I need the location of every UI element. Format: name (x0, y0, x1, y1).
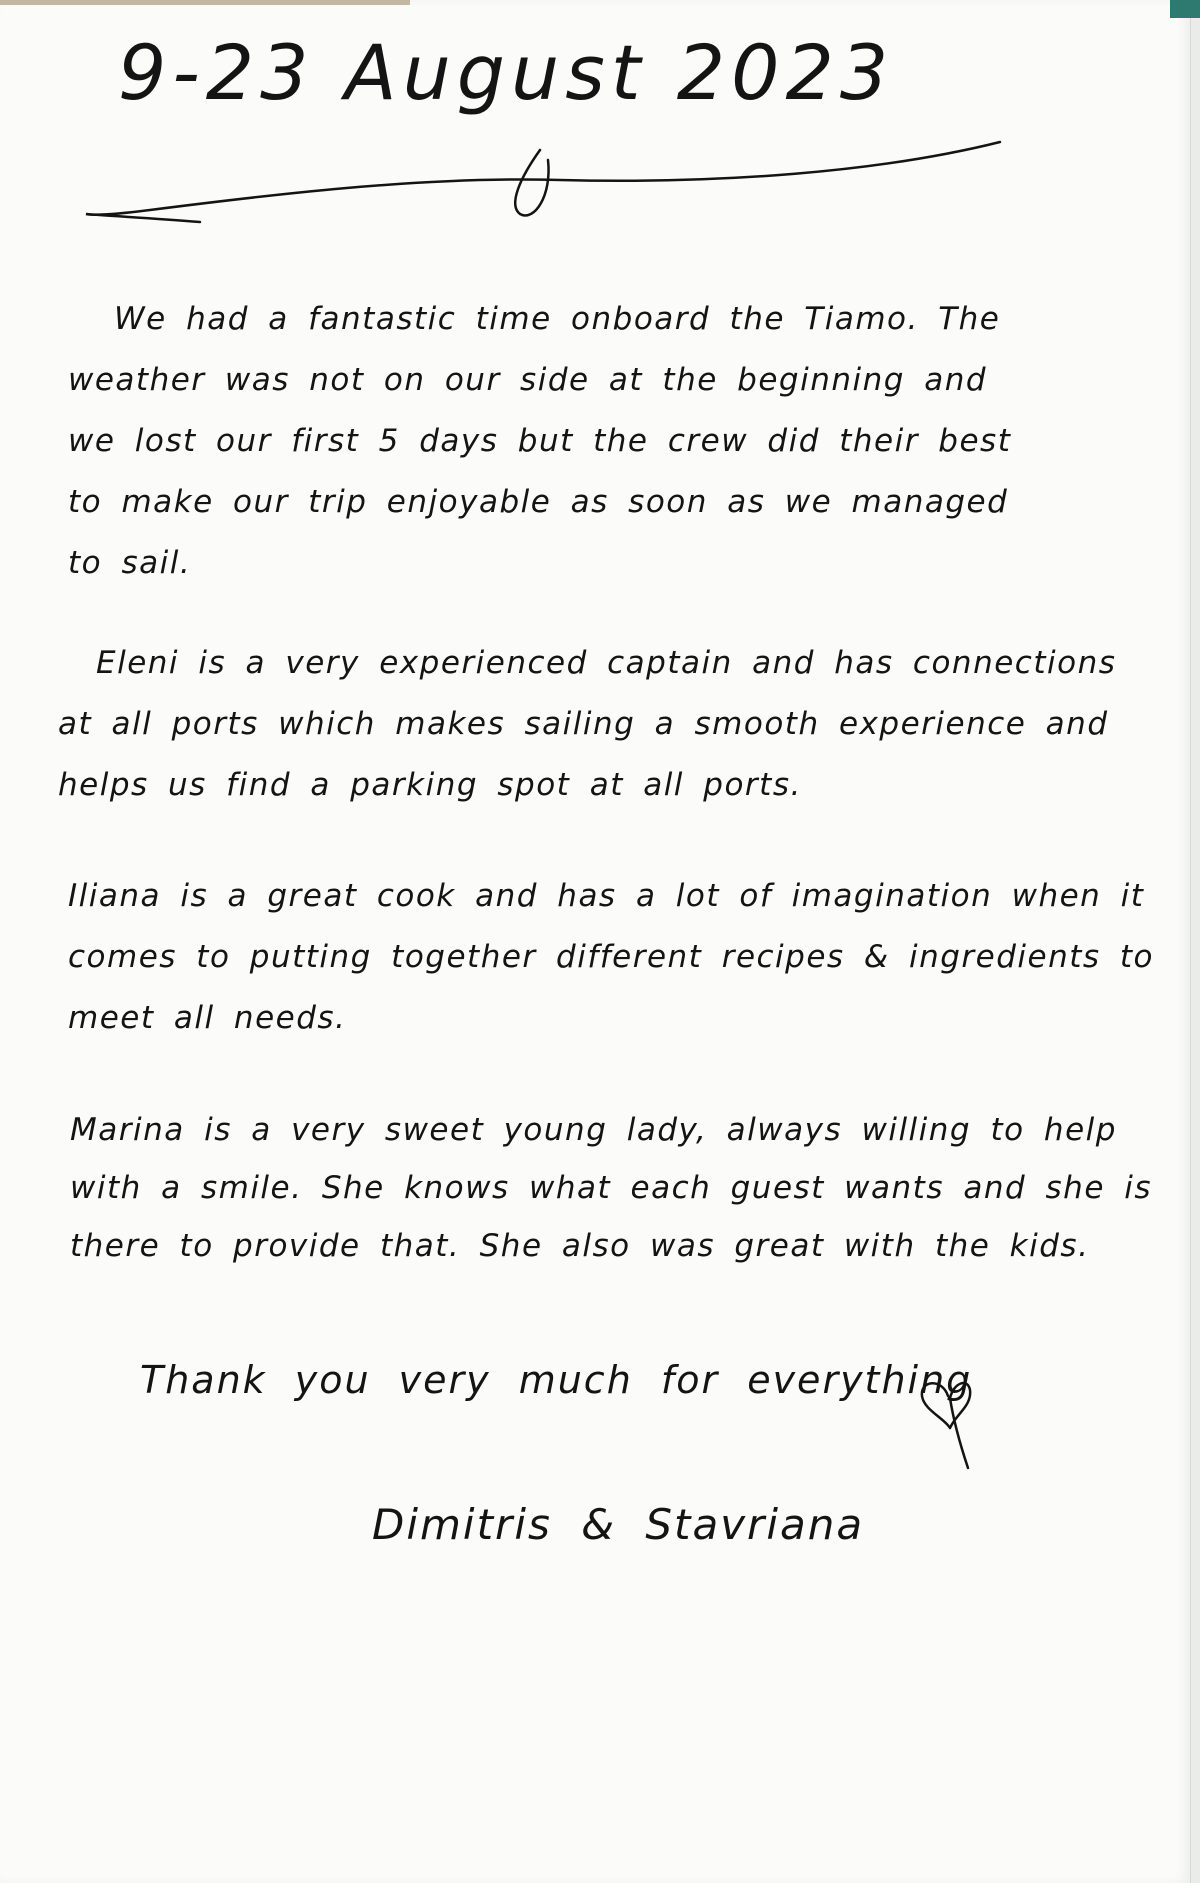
page-corner-tab (1170, 0, 1200, 18)
paragraph-cook (68, 866, 1158, 1049)
date-heading: 9-23 August 2023 (118, 28, 895, 117)
paragraph-captain: Eleni is a very experienced captain and has connections at all ports which makes sailing a smooth experience and helps us find a parking spot at all ports. (58, 645, 1117, 803)
paragraph-cook-text: Iliana is a great cook and has a lot of imagination when it comes to putting together different recipes & ingredients to meet all needs. (68, 878, 1154, 1036)
paragraph-stewardess: Marina is a very sweet young lady, always willing to help with a smile. She knows what each guest wants and she is there to provide that. She also was great with the kids. (70, 1112, 1153, 1264)
heart-icon (916, 1374, 976, 1474)
page-edge-strip (0, 0, 410, 5)
paragraph-trip: We had a fantastic time onboard the Tiamo. The weather was not on our side at the beginning and we lost our first 5 days but the crew did their best to make our trip enjoyable as soon as we managed to sail. (68, 301, 1012, 581)
closing-line: Thank you very much for everything (140, 1358, 973, 1402)
signature: Dimitris & Stavriana (372, 1500, 865, 1549)
